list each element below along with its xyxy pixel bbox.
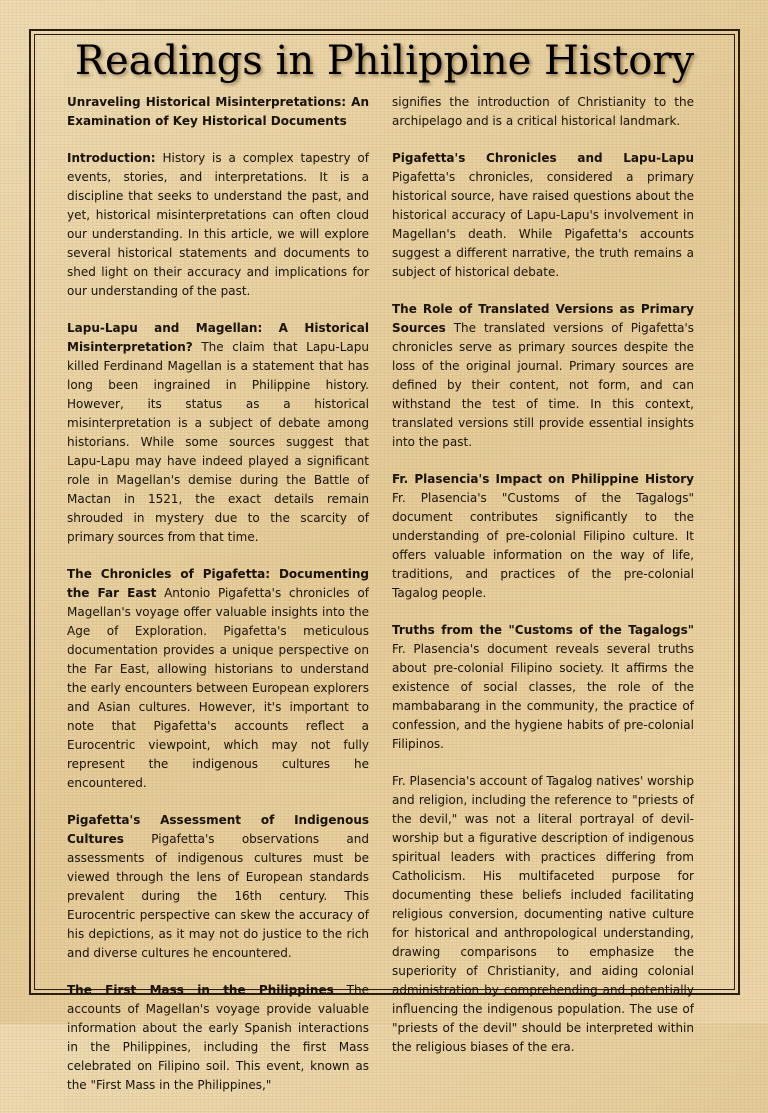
section-heading: The Chronicles of Pigafetta: Documenting the Far East — [67, 567, 369, 600]
page-title: Readings in Philippine History — [74, 38, 695, 84]
section-heading: The First Mass in the Philippines — [67, 983, 334, 997]
section-priests-of-the-devil — [392, 772, 694, 1057]
section-body: The claim that Lapu-Lapu killed Ferdinand Magellan is a statement that has long been ingrained in Philippine history. However, its status as a historical misinterpretation is a subject of debate among historians. While some sources suggest that Lapu-Lapu may have indeed played a significant role in Magellan's demise during the Battle of Mactan in 1521, the exact details remain shrouded in mystery due to the scarcity of primary sources from that time. — [67, 340, 369, 544]
section-heading: The Role of Translated Versions as Primary Sources — [392, 302, 694, 335]
section-introduction — [67, 149, 369, 301]
section-heading: Truths from the "Customs of the Tagalogs" — [392, 623, 694, 637]
section-heading: Introduction: — [67, 151, 156, 165]
section-body: The accounts of Magellan's voyage provide valuable information about the early Spanish interactions in the Philippines, including the first Mass celebrated on Filipino soil. This event, known as the "First Mass in the Philippines," — [67, 983, 369, 1092]
section-customs-truths — [392, 621, 694, 754]
section-body: Fr. Plasencia's "Customs of the Tagalogs" document contributes significantly to the understanding of pre-colonial Filipino culture. It offers valuable information on the way of life, traditions, and practices of the pre-colonial Tagalog people. — [392, 491, 694, 600]
section-heading: Pigafetta's Chronicles and Lapu-Lapu — [392, 151, 694, 165]
section-lapu-lapu-magellan — [67, 319, 369, 547]
section-first-mass-continued — [392, 93, 694, 131]
article-title-heading: Unraveling Historical Misinterpretations: An Examination of Key Historical Documents — [67, 95, 369, 128]
section-heading: Lapu-Lapu and Magellan: A Historical Misinterpretation? — [67, 321, 369, 354]
section-body: Pigafetta's chronicles, considered a primary historical source, have raised questions about the historical accuracy of Lapu-Lapu's involvement in Magellan's death. While Pigafetta's accounts suggest a different narrative, the truth remains a subject of historical debate. — [392, 170, 694, 279]
article-title — [67, 93, 369, 131]
section-body: signifies the introduction of Christianity to the archipelago and is a critical historical landmark. — [392, 95, 694, 128]
section-body: Pigafetta's observations and assessments of indigenous cultures must be viewed through the lens of European standards prevalent during the 16th century. This Eurocentric perspective can skew the accuracy of his depictions, as it may not do justice to the rich and diverse cultures he encountered. — [67, 832, 369, 960]
section-body: History is a complex tapestry of events, stories, and interpretations. It is a discipline that seeks to understand the past, and yet, historical misinterpretations can often cloud our understanding. In this article, we will explore several historical statements and documents to shed light on their accuracy and implications for our understanding of the past. — [67, 151, 369, 298]
section-chronicles-pigafetta — [67, 565, 369, 793]
section-pigafetta-assessment — [67, 811, 369, 963]
section-body: Antonio Pigafetta's chronicles of Magellan's voyage offer valuable insights into the Age of Exploration. Pigafetta's meticulous documentation provides a unique perspective on the Far East, allowing historians to understand the early encounters between European explorers and Asian cultures. However, it's important to note that Pigafetta's accounts reflect a Eurocentric viewpoint, which may not fully represent the indigenous cultures he encountered. — [67, 586, 369, 790]
section-heading: Pigafetta's Assessment of Indigenous Cultures — [67, 813, 369, 846]
right-column — [392, 93, 694, 1075]
left-column — [67, 93, 369, 1113]
section-heading: Fr. Plasencia's Impact on Philippine History — [392, 472, 694, 486]
section-body: Fr. Plasencia's account of Tagalog natives' worship and religion, including the reference to "priests of the devil," was not a literal portrayal of devil-worship but a figurative description of indigenous spiritual leaders with practices differing from Catholicism. His multifaceted purpose for documenting these beliefs included facilitating religious conversion, documenting native culture for historical and anthropological understanding, drawing comparisons to emphasize the superiority of Christianity, and aiding colonial administration by comprehending and potentially influencing the indigenous population. The use of "priests of the devil" should be interpreted within the religious biases of the era. — [392, 774, 694, 1054]
section-translated-versions — [392, 300, 694, 452]
section-first-mass — [67, 981, 369, 1095]
section-body: The translated versions of Pigafetta's chronicles serve as primary sources despite the loss of the original journal. Primary sources are defined by their content, not form, and can withstand the test of time. In this context, translated versions still provide essential insights into the past. — [392, 321, 694, 449]
section-body: Fr. Plasencia's document reveals several truths about pre-colonial Filipino society. It affirms the existence of social classes, the role of the mambabarang in the community, the practice of confession, and the hygiene habits of pre-colonial Filipinos. — [392, 642, 694, 751]
section-chronicles-lapu-lapu — [392, 149, 694, 282]
section-plasencia-impact — [392, 470, 694, 603]
